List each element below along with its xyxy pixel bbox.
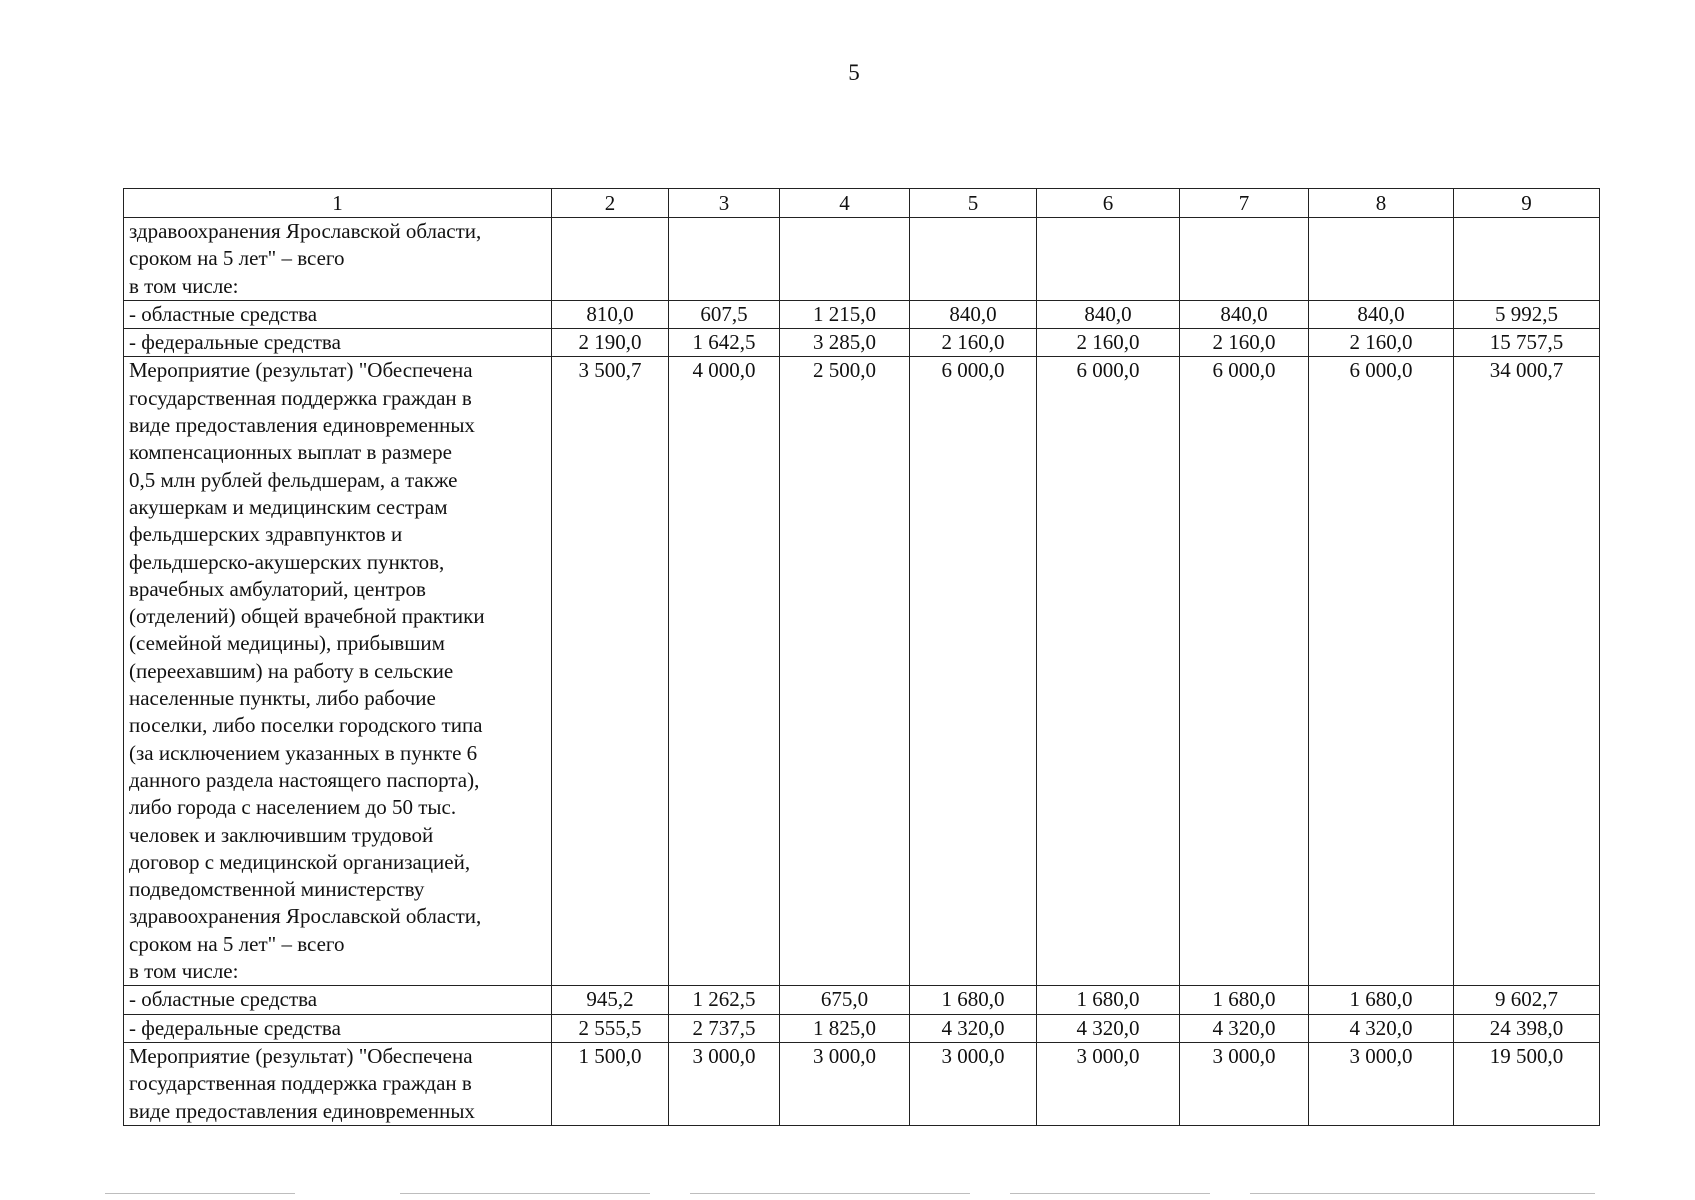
- amount-cell: 2 160,0: [1309, 329, 1454, 357]
- table-row: [124, 218, 1600, 301]
- amount-cell: 15 757,5: [1454, 329, 1600, 357]
- amount-cell: 1 825,0: [780, 1014, 910, 1042]
- amount-cell: 3 000,0: [1180, 1042, 1309, 1125]
- budget-table: [123, 188, 1600, 1126]
- row-label: - федеральные средства: [124, 1014, 552, 1042]
- column-number-row: [124, 189, 1600, 218]
- amount-cell: [552, 218, 669, 301]
- amount-cell: 3 000,0: [780, 1042, 910, 1125]
- amount-cell: 3 285,0: [780, 329, 910, 357]
- amount-cell: 840,0: [1180, 300, 1309, 328]
- amount-cell: 1 680,0: [1037, 986, 1180, 1014]
- amount-cell: 840,0: [1309, 300, 1454, 328]
- row-label: - федеральные средства: [124, 329, 552, 357]
- amount-cell: 2 737,5: [669, 1014, 780, 1042]
- amount-cell: 4 320,0: [1309, 1014, 1454, 1042]
- table-row: [124, 300, 1600, 328]
- scan-artifact: [1250, 1193, 1595, 1194]
- row-label: здравоохранения Ярославской области, сроком на 5 лет" – всего в том числе:: [124, 218, 552, 301]
- amount-cell: 4 320,0: [1037, 1014, 1180, 1042]
- column-header: 2: [552, 189, 669, 218]
- scan-artifact: [1010, 1193, 1210, 1194]
- scan-artifact: [400, 1193, 650, 1194]
- table-row: [124, 1014, 1600, 1042]
- amount-cell: 1 680,0: [1180, 986, 1309, 1014]
- row-label: - областные средства: [124, 986, 552, 1014]
- amount-cell: 1 262,5: [669, 986, 780, 1014]
- amount-cell: 1 680,0: [910, 986, 1037, 1014]
- amount-cell: 840,0: [910, 300, 1037, 328]
- amount-cell: 1 215,0: [780, 300, 910, 328]
- amount-cell: 1 680,0: [1309, 986, 1454, 1014]
- amount-cell: 2 160,0: [1180, 329, 1309, 357]
- row-label: - областные средства: [124, 300, 552, 328]
- column-header: 6: [1037, 189, 1180, 218]
- amount-cell: [669, 218, 780, 301]
- row-label: Мероприятие (результат) "Обеспечена государственная поддержка граждан в виде предоставления единовременных: [124, 1042, 552, 1125]
- amount-cell: 4 320,0: [910, 1014, 1037, 1042]
- column-header: 1: [124, 189, 552, 218]
- column-header: 7: [1180, 189, 1309, 218]
- amount-cell: 19 500,0: [1454, 1042, 1600, 1125]
- amount-cell: [780, 218, 910, 301]
- amount-cell: 1 500,0: [552, 1042, 669, 1125]
- table-row: [124, 1042, 1600, 1125]
- amount-cell: 34 000,7: [1454, 357, 1600, 986]
- amount-cell: 4 320,0: [1180, 1014, 1309, 1042]
- amount-cell: 2 160,0: [910, 329, 1037, 357]
- amount-cell: 2 555,5: [552, 1014, 669, 1042]
- row-label: Мероприятие (результат) "Обеспечена государственная поддержка граждан в виде предоставления единовременных компенсационных выплат в размере 0,5 млн рублей фельдшерам, а также акушеркам и медицинским сестрам фельдшерских здравпунктов и фельдшерско-акушерских пунктов, врачебных амбулаторий, центров (отделений) общей врачебной практики (семейной медицины), прибывшим (переехавшим) на работу в сельские населенные пункты, либо рабочие поселки, либо поселки городского типа (за исключением указанных в пункте 6 данного раздела настоящего паспорта), либо города с населением до 50 тыс. человек и заключившим трудовой договор с медицинской организацией, подведомственной министерству здравоохранения Ярославской области, сроком на 5 лет" – всего в том числе:: [124, 357, 552, 986]
- amount-cell: 6 000,0: [910, 357, 1037, 986]
- table-row: [124, 357, 1600, 986]
- table-body: [124, 189, 1600, 1126]
- amount-cell: 2 500,0: [780, 357, 910, 986]
- amount-cell: 810,0: [552, 300, 669, 328]
- amount-cell: 607,5: [669, 300, 780, 328]
- column-header: 5: [910, 189, 1037, 218]
- amount-cell: 840,0: [1037, 300, 1180, 328]
- amount-cell: 4 000,0: [669, 357, 780, 986]
- page-number: 5: [848, 60, 860, 85]
- column-header: 8: [1309, 189, 1454, 218]
- scan-artifact: [690, 1193, 970, 1194]
- column-header: 4: [780, 189, 910, 218]
- scan-artifact: [105, 1193, 295, 1194]
- amount-cell: 3 000,0: [1037, 1042, 1180, 1125]
- amount-cell: 1 642,5: [669, 329, 780, 357]
- column-header: 9: [1454, 189, 1600, 218]
- amount-cell: 6 000,0: [1309, 357, 1454, 986]
- amount-cell: 2 160,0: [1037, 329, 1180, 357]
- amount-cell: [910, 218, 1037, 301]
- amount-cell: [1454, 218, 1600, 301]
- amount-cell: [1309, 218, 1454, 301]
- table-row: [124, 329, 1600, 357]
- amount-cell: 5 992,5: [1454, 300, 1600, 328]
- amount-cell: [1180, 218, 1309, 301]
- amount-cell: 3 500,7: [552, 357, 669, 986]
- amount-cell: 675,0: [780, 986, 910, 1014]
- amount-cell: [1037, 218, 1180, 301]
- amount-cell: 6 000,0: [1180, 357, 1309, 986]
- amount-cell: 3 000,0: [1309, 1042, 1454, 1125]
- amount-cell: 9 602,7: [1454, 986, 1600, 1014]
- amount-cell: 24 398,0: [1454, 1014, 1600, 1042]
- amount-cell: 3 000,0: [669, 1042, 780, 1125]
- amount-cell: 2 190,0: [552, 329, 669, 357]
- column-header: 3: [669, 189, 780, 218]
- table-row: [124, 986, 1600, 1014]
- amount-cell: 945,2: [552, 986, 669, 1014]
- amount-cell: 3 000,0: [910, 1042, 1037, 1125]
- amount-cell: 6 000,0: [1037, 357, 1180, 986]
